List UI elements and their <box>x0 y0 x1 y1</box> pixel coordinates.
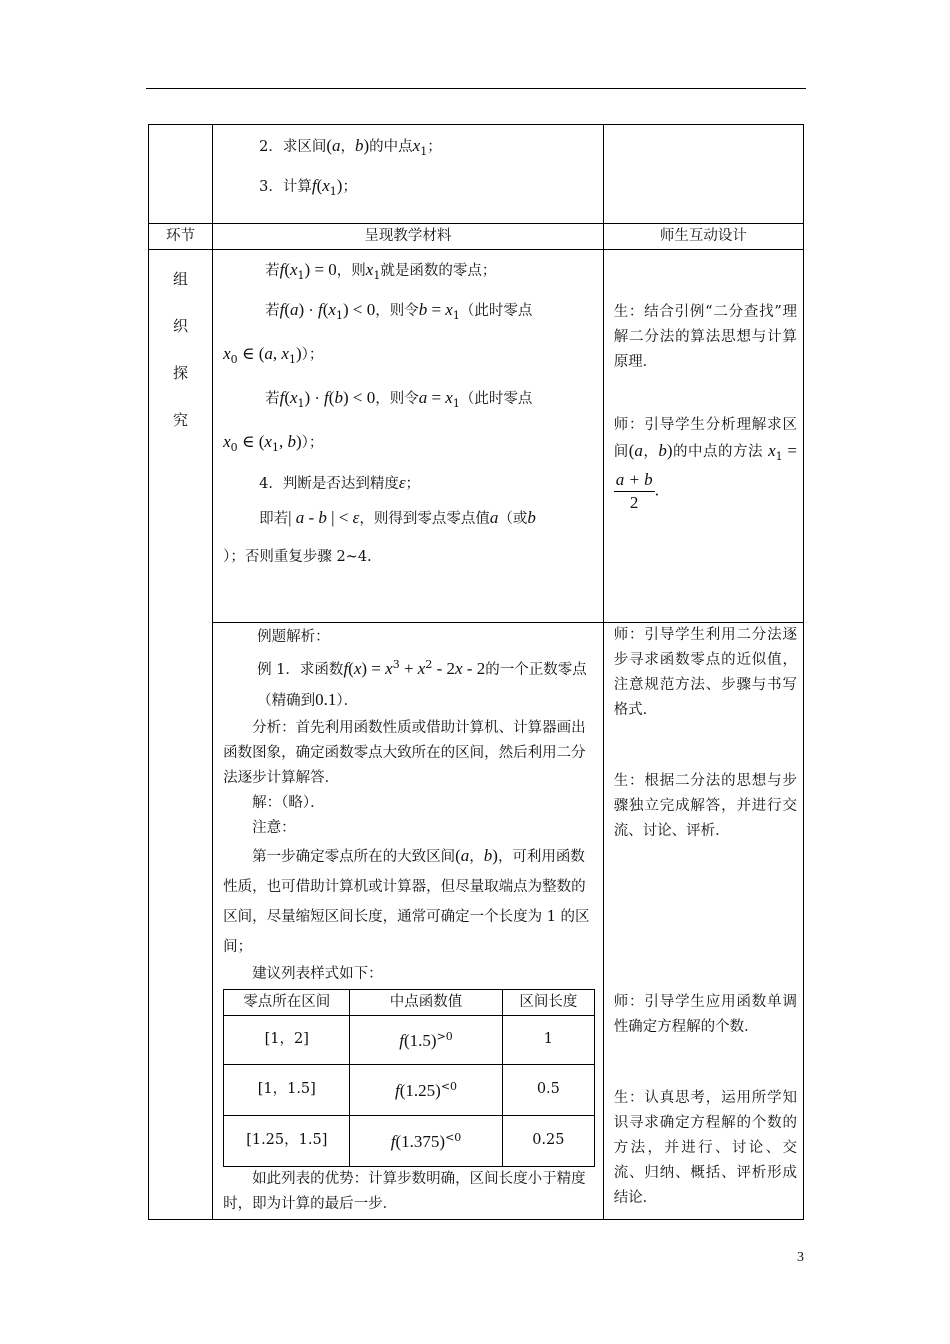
example-material: 例题解析： 例 1．求函数$f(x) = x^3 + x^2 - 2x - 2$的一个正数零点（精确到0.1）． 分析：首先利用函数性质或借助计算机、计算器画出函数图象，确定函数零点大致所在的区间，然后利用二分法逐步计算解答． 解：（略）． 注意： 第一步确定零点所在的大致区间(a，b)，可利用函数性质，也可借助计算机或计算器，但尽量取端点为整数的区间，尽量缩短区间长度，通常可确定一个长度为 1 的区间； 建议列表样式如下： 零点所在区间 中点函数值 区间长度 [1，2] $f(1.5)^{>0}$ 1 [1，1.5] $f(1.25)^{<0}$ 0.5 [1.25，1.5] $f(1.375)^{<0}$ 0.25 如此列表的优势：计算步数明确，区间长度小于精度时，即为计算的最后一步． <box>213 623 604 1220</box>
example-interaction: 师：引导学生利用二分法逐步寻求函数零点的近似值，注意规范方法、步骤与书写格式． 生：根据二分法的思想与步骤独立完成解答，并进行交流、讨论、评析． 师：引导学生应用函数单调性确定方程解的个数． 生：认真思考，运用所学知识寻求确定方程解的个数的方法，并进行、讨论、交流、归纳、概括、评析形成结论． <box>603 623 803 1220</box>
header-stage: 环节 <box>149 224 213 250</box>
header-material: 呈现教学材料 <box>213 224 604 250</box>
lesson-table <box>148 124 804 1220</box>
header-rule <box>146 88 806 89</box>
step2-line: 2．求区间(a，b)的中点$x_1$； <box>259 136 442 158</box>
continuation-row <box>149 125 804 224</box>
table-row: [1.25，1.5] $f(1.375)^{<0}$ 0.25 <box>224 1115 595 1166</box>
page-number: 3 <box>797 1250 804 1265</box>
midpoint-fraction: $\frac{a + b}{2}$ <box>615 469 653 512</box>
table-row: [1，2] $f(1.5)^{>0}$ 1 <box>224 1015 595 1064</box>
step3-line: 3．计算$f(x_1)$； <box>259 175 357 198</box>
bisection-material: 若$f(x_1) = 0$，则$x_1$就是函数的零点； 若$f(a) \cdot f(x_1) < 0$，则令$b = x_1$（此时零点 $x_0$ ∈ (a, $x_1$)）； 若$f(x_1) \cdot f(b) < 0$，则令$a = x_1$（此时零点 $x_0$ ∈ ($x_1$, b)）； 4．判断是否达到精度ε； 即若| a - b | < ε，则得到零点零点值a（或b ）；否则重复步骤 2~4. <box>213 250 604 623</box>
stage-cell: 组 织 探 究 <box>149 250 213 1220</box>
example-row <box>149 623 804 1220</box>
table-header-row <box>149 224 804 250</box>
inner-header-row: 零点所在区间 中点函数值 区间长度 <box>224 989 595 1015</box>
bisection-steps-table <box>223 989 595 1167</box>
bisection-interaction: 生：结合引例“二分查找”理解二分法的算法思想与计算原理． 师：引导学生分析理解求区间(a，b)的中点的方法 $x_1$ = $\frac{a + b}{2}$ . <box>603 250 803 623</box>
header-interaction: 师生互动设计 <box>603 224 803 250</box>
table-row: [1，1.5] $f(1.25)^{<0}$ 0.5 <box>224 1064 595 1115</box>
bisection-row <box>149 250 804 623</box>
